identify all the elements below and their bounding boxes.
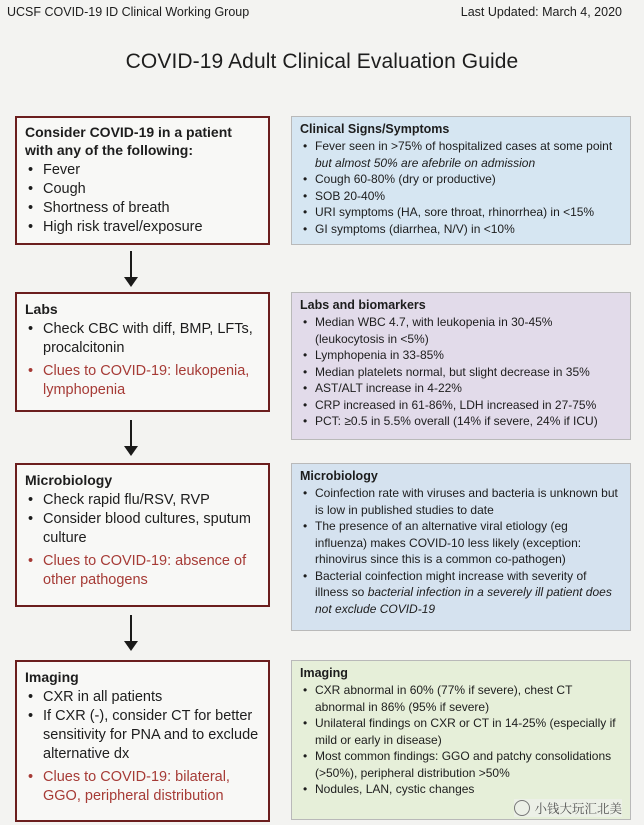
afebrile-note: but almost 50% are afebrile on admission	[315, 155, 536, 170]
microbiology-heading: Microbiology	[25, 472, 113, 488]
consider-list	[25, 161, 260, 237]
labs-clue: • Clues to COVID-19: leukopenia, lymphopenia	[25, 362, 260, 400]
fever-text: Fever seen in >75% of hospitalized cases at some point	[315, 139, 613, 153]
list-item: • Most common findings: GGO and patchy consolidations (>50%), peripheral distribution >50%	[300, 748, 622, 781]
list-item: • Check rapid flu/RSV, RVP	[25, 491, 260, 510]
consider-box	[15, 116, 270, 245]
labs-biomarkers-heading: Labs and biomarkers	[300, 298, 426, 312]
list-item: • If CXR (-), consider CT for better sensitivity for PNA and to exclude alternative dx	[25, 707, 260, 764]
org-name: UCSF COVID-19 ID Clinical Working Group	[7, 5, 250, 19]
list-item: • Lymphopenia in 33-85%	[300, 347, 622, 364]
microbiology-info-box	[291, 463, 631, 631]
consider-heading: Consider COVID-19 in a patient with any of the following:	[25, 124, 232, 158]
down-arrow-icon	[124, 615, 138, 651]
down-arrow-icon	[124, 420, 138, 456]
list-item: • URI symptoms (HA, sore throat, rhinorrhea) in <15%	[300, 204, 622, 221]
list-item: • CXR abnormal in 60% (77% if severe), chest CT abnormal in 86% (95% if severe)	[300, 682, 622, 715]
list-item: • CXR in all patients	[25, 688, 260, 707]
labs-list	[25, 320, 260, 400]
imaging-list	[25, 688, 260, 806]
imaging-clue: • Clues to COVID-19: bilateral, GGO, peripheral distribution	[25, 768, 260, 806]
page-title: COVID-19 Adult Clinical Evaluation Guide	[125, 50, 519, 73]
list-item: • CRP increased in 61-86%, LDH increased in 27-75%	[300, 397, 622, 414]
list-item: • Fever	[25, 161, 260, 180]
microbiology-clue: • Clues to COVID-19: absence of other pathogens	[25, 552, 260, 590]
microbiology-info-heading: Microbiology	[300, 469, 378, 483]
list-item: • Median WBC 4.7, with leukopenia in 30-45% (leukocytosis in <5%)	[300, 314, 622, 347]
list-item: • PCT: ≥0.5 in 5.5% overall (14% if severe, 24% if ICU)	[300, 413, 622, 430]
watermark-logo-icon	[514, 800, 530, 816]
imaging-box	[15, 660, 270, 822]
list-item: • The presence of an alternative viral etiology (eg influenza) makes COVID-10 less likely (exception: rhinovirus since this is a common co-pathogen)	[300, 518, 622, 568]
list-item: • GI symptoms (diarrhea, N/V) in <10%	[300, 221, 622, 238]
list-item	[300, 568, 622, 618]
list-item: • Shortness of breath	[25, 199, 260, 218]
watermark-text: 小钱大玩汇北美	[534, 802, 622, 816]
coinfection-note: bacterial infection in a severely ill patient does not exclude COVID-19	[315, 585, 612, 616]
labs-biomarkers-list	[300, 314, 622, 430]
signs-heading: Clinical Signs/Symptoms	[300, 122, 450, 136]
imaging-heading: Imaging	[25, 669, 79, 685]
microbiology-info-list	[300, 485, 622, 617]
list-item: • Nodules, LAN, cystic changes	[300, 781, 622, 798]
list-item: • SOB 20-40%	[300, 188, 622, 205]
microbiology-list	[25, 491, 260, 590]
coinfection-text: Bacterial coinfection might increase with severity of illness so	[315, 568, 587, 599]
watermark	[514, 799, 622, 817]
signs-list	[300, 138, 622, 237]
signs-box	[291, 116, 631, 245]
list-item: • Check CBC with diff, BMP, LFTs, procalcitonin	[25, 320, 260, 358]
down-arrow-icon	[124, 251, 138, 287]
microbiology-box	[15, 463, 270, 607]
last-updated: Last Updated: March 4, 2020	[460, 5, 622, 19]
list-item: • Median platelets normal, but slight decrease in 35%	[300, 364, 622, 381]
list-item: • High risk travel/exposure	[25, 218, 260, 237]
imaging-info-heading: Imaging	[300, 666, 348, 680]
list-item: • Consider blood cultures, sputum culture	[25, 510, 260, 548]
list-item	[300, 138, 622, 171]
labs-box	[15, 292, 270, 412]
imaging-info-box	[291, 660, 631, 820]
list-item: • Coinfection rate with viruses and bacteria is unknown but is low in published studies to date	[300, 485, 622, 518]
labs-biomarkers-box	[291, 292, 631, 440]
list-item: • Cough	[25, 180, 260, 199]
imaging-info-list	[300, 682, 622, 798]
labs-heading: Labs	[25, 301, 58, 317]
list-item: • Cough 60-80% (dry or productive)	[300, 171, 622, 188]
list-item: • AST/ALT increase in 4-22%	[300, 380, 622, 397]
list-item: • Unilateral findings on CXR or CT in 14-25% (especially if mild or early in disease)	[300, 715, 622, 748]
